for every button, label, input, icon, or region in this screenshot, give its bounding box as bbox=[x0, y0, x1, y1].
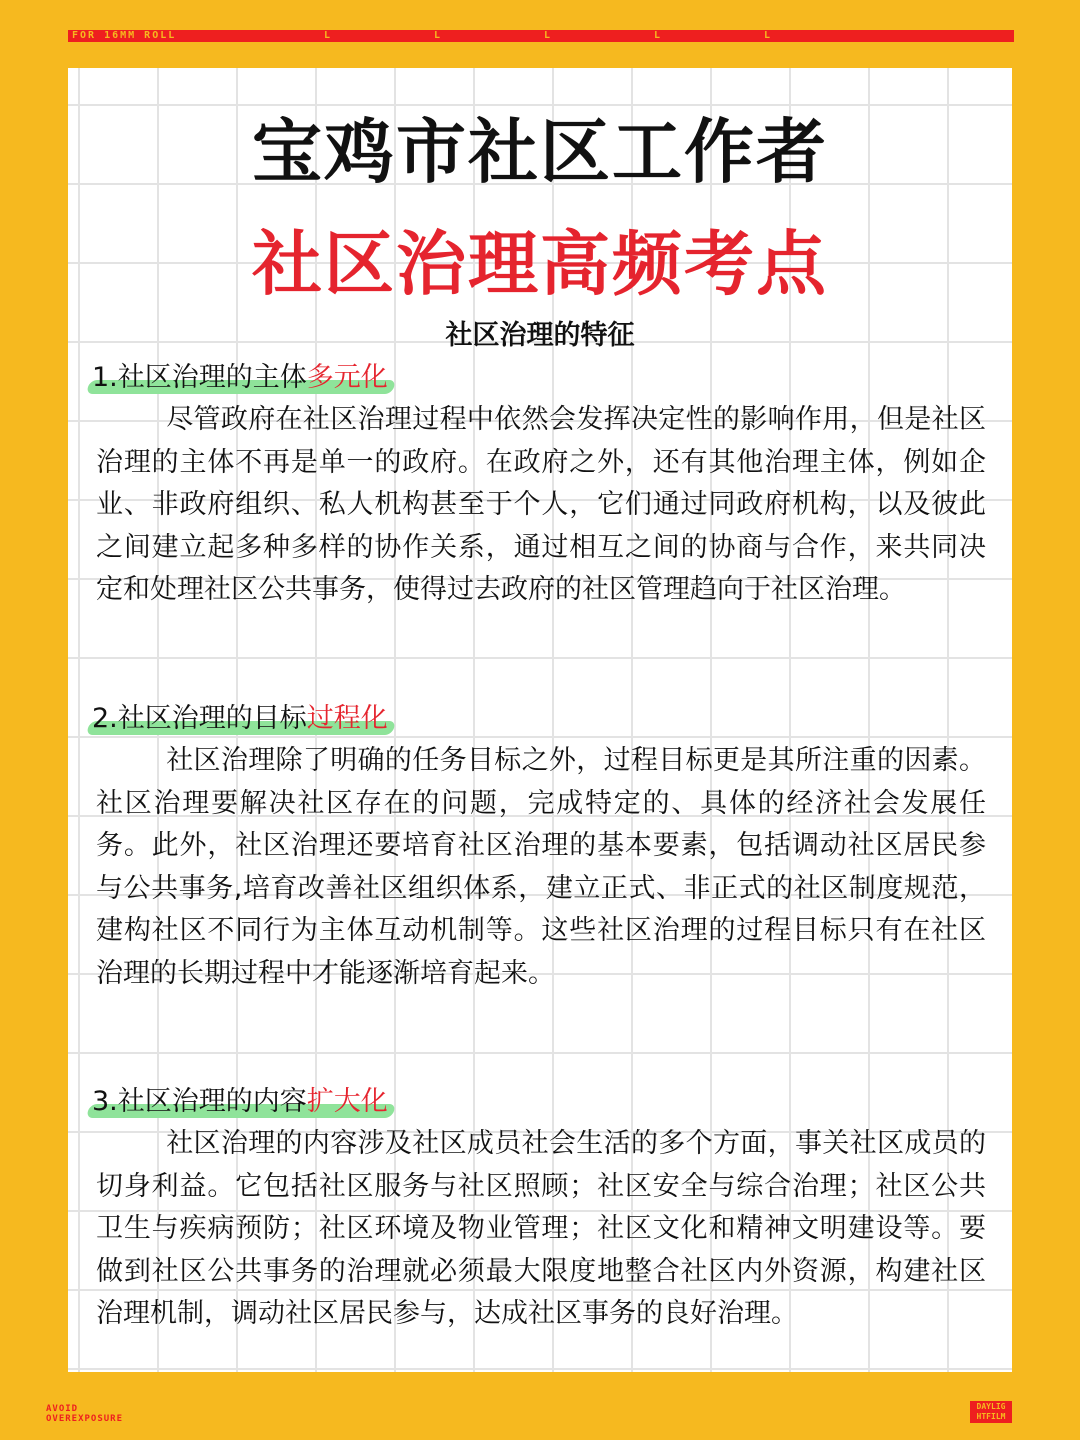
footer-warning-label bbox=[46, 1404, 123, 1424]
film-tick: L bbox=[764, 30, 771, 41]
section-subtitle: 社区治理的特征 bbox=[445, 320, 635, 351]
badge-line: DAYLIG bbox=[976, 1402, 1006, 1411]
heading-keyword: 扩大化 bbox=[306, 1086, 388, 1117]
section-heading-1 bbox=[92, 358, 388, 398]
badge-line: HTFILM bbox=[976, 1412, 1006, 1421]
heading-keyword: 多元化 bbox=[306, 362, 388, 393]
section-heading-2 bbox=[92, 699, 388, 739]
heading-text: 2.社区治理的目标 bbox=[92, 703, 307, 734]
film-tick: L bbox=[434, 30, 441, 41]
film-tick: L bbox=[654, 30, 661, 41]
page-title: 宝鸡市社区工作者 bbox=[252, 111, 828, 193]
heading-text: 1.社区治理的主体 bbox=[92, 362, 307, 393]
film-tick: L bbox=[324, 30, 331, 41]
grid-paper-card bbox=[68, 68, 1012, 1372]
footer-line: OVEREXPOSURE bbox=[46, 1414, 124, 1424]
film-tick: L bbox=[544, 30, 551, 41]
section-body-3: 社区治理的内容涉及社区成员社会生活的多个方面，事关社区成员的切身利益。它包括社区服务与社区照顾；社区安全与综合治理；社区公共卫生与疾病预防；社区环境及物业管理；社区文化和精神文明建设等。要做到社区公共事务的治理就必须最大限度地整合社区内外资源，构建社区治理机制，调动社区居民参与，达成社区事务的良好治理。 bbox=[96, 1128, 986, 1329]
section-body-1: 尽管政府在社区治理过程中依然会发挥决定性的影响作用，但是社区治理的主体不再是单一的政府。在政府之外，还有其他治理主体，例如企业、非政府组织、私人机构甚至于个人，它们通过同政府机构，以及彼此之间建立起多种多样的协作关系，通过相互之间的协商与合作，来共同决定和处理社区公共事务，使得过去政府的社区管理趋向于社区治理。 bbox=[96, 404, 986, 605]
footer-line: AVOID bbox=[46, 1404, 79, 1414]
section-body-2: 社区治理除了明确的任务目标之外，过程目标更是其所注重的因素。社区治理要解决社区存在的问题，完成特定的、具体的经济社会发展任务。此外，社区治理还要培育社区治理的基本要素，包括调动社区居民参与公共事务,培育改善社区组织体系，建立正式、非正式的社区制度规范，建构社区不同行为主体互动机制等。这些社区治理的过程目标只有在社区治理的长期过程中才能逐渐培育起来。 bbox=[96, 745, 986, 989]
section-heading-3 bbox=[92, 1082, 388, 1122]
heading-text: 3.社区治理的内容 bbox=[92, 1086, 307, 1117]
film-roll-label: FOR 16MM ROLL bbox=[72, 30, 177, 41]
page-title-highlight: 社区治理高频考点 bbox=[252, 223, 828, 305]
film-brand-badge bbox=[970, 1401, 1012, 1423]
film-strip bbox=[68, 30, 1014, 42]
heading-keyword: 过程化 bbox=[306, 703, 388, 734]
